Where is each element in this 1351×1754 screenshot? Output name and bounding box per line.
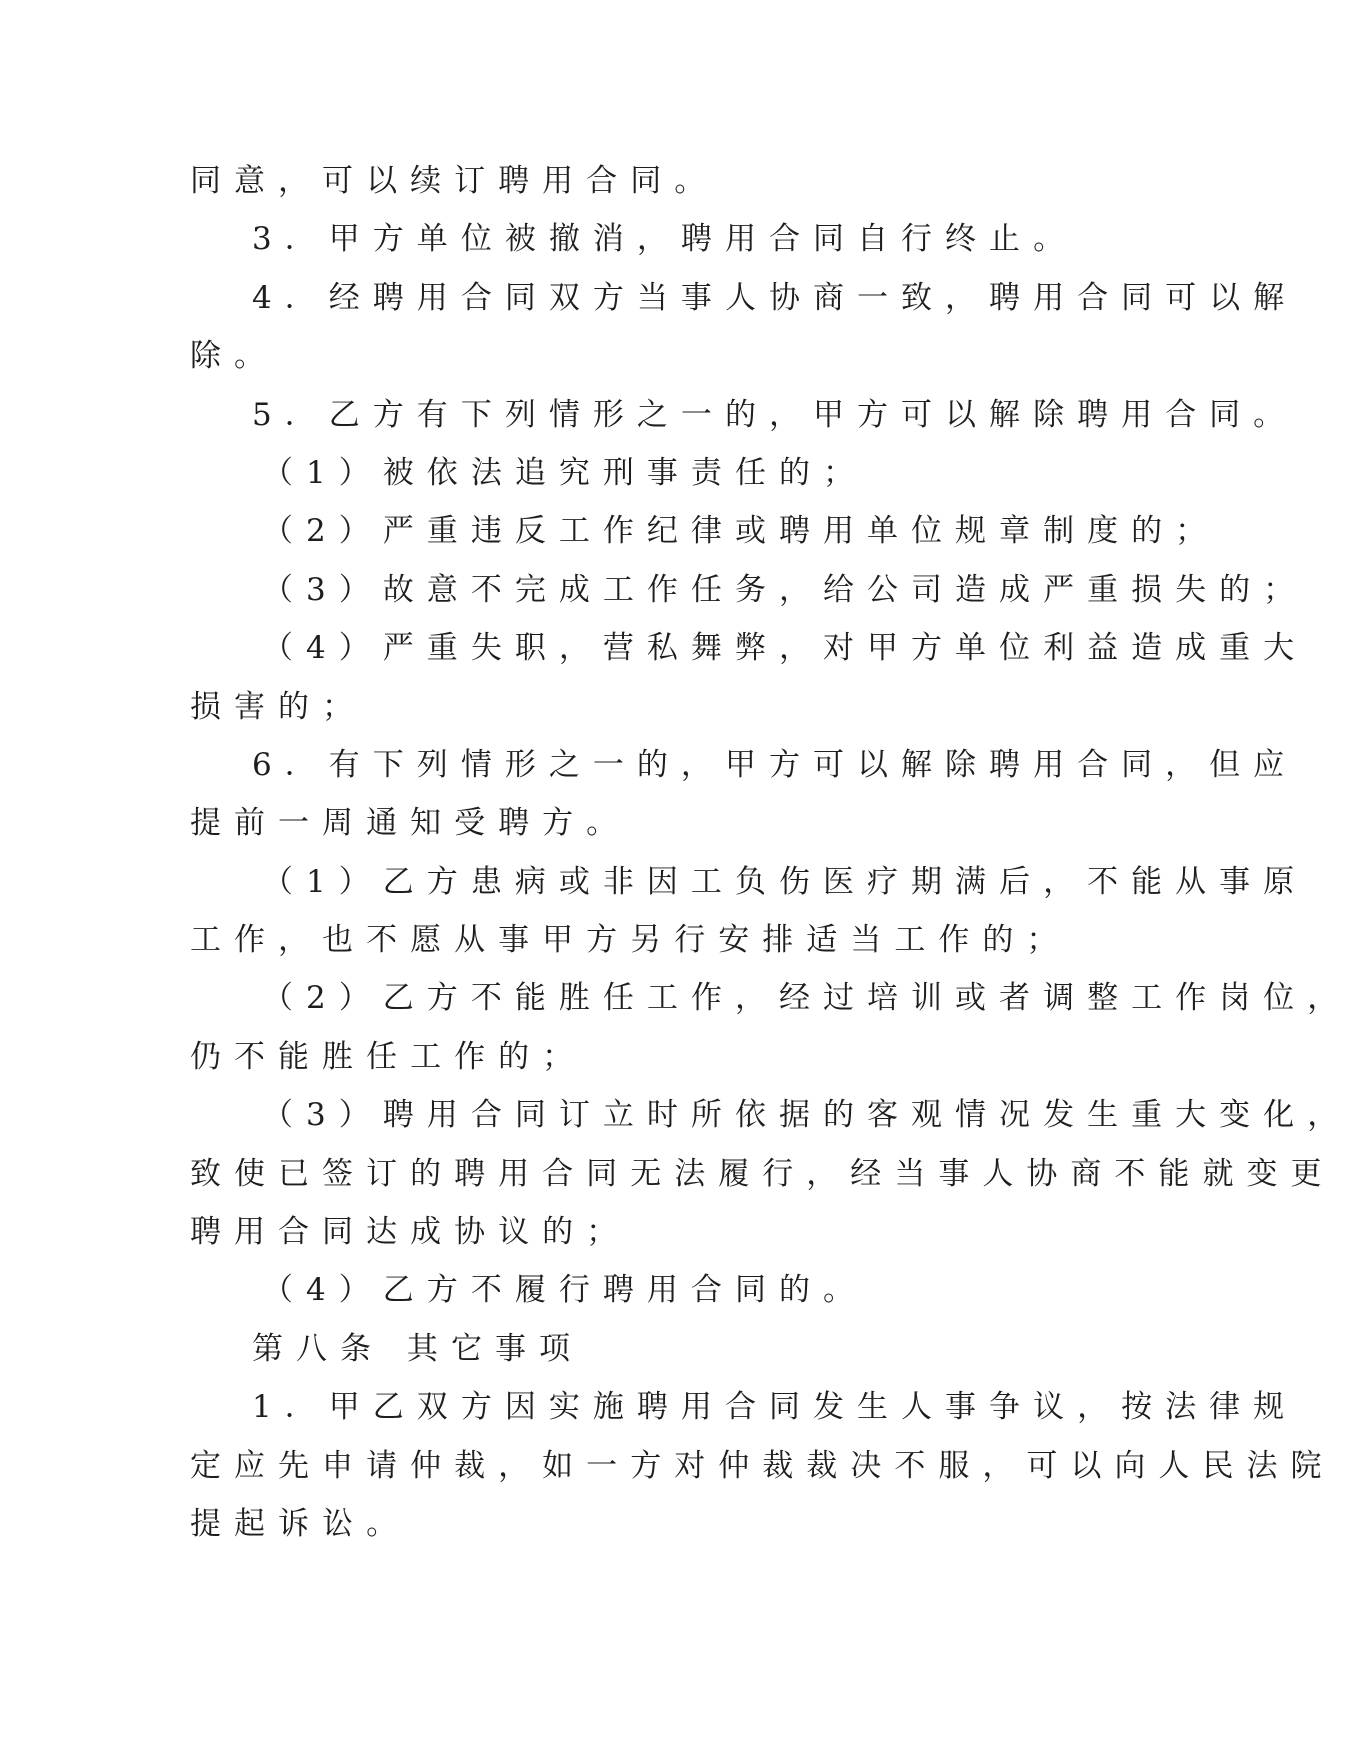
text-line: （1）乙方患病或非因工负伤医疗期满后，不能从事原 [262, 863, 1308, 900]
section-heading: 第八条 其它事项 [252, 1330, 584, 1367]
text-line: 1．甲乙双方因实施聘用合同发生人事争议，按法律规 [252, 1389, 1298, 1426]
text-line: 定应先申请仲裁，如一方对仲裁裁决不服，可以向人民法院 [190, 1447, 1335, 1484]
text-line: 致使已签订的聘用合同无法履行，经当事人协商不能就变更 [190, 1155, 1335, 1192]
text-line: 工作，也不愿从事甲方另行安排适当工作的； [190, 922, 1071, 959]
text-line: 提起诉讼。 [190, 1505, 411, 1542]
text-line: （2）严重违反工作纪律或聘用单位规章制度的； [262, 513, 1220, 550]
text-line: 仍不能胜任工作的； [190, 1038, 587, 1075]
text-line: 损害的； [190, 688, 367, 725]
text-line: 5．乙方有下列情形之一的，甲方可以解除聘用合同。 [252, 396, 1298, 433]
text-line: 4．经聘用合同双方当事人协商一致，聘用合同可以解 [252, 279, 1298, 316]
text-line: 6．有下列情形之一的，甲方可以解除聘用合同，但应 [252, 746, 1298, 783]
text-line: 同意，可以续订聘用合同。 [190, 163, 719, 199]
text-line: （1）被依法追究刑事责任的； [262, 454, 868, 491]
document-body [190, 152, 1351, 1553]
text-line: （3）故意不完成工作任务，给公司造成严重损失的； [262, 571, 1308, 608]
text-line: （2）乙方不能胜任工作，经过培训或者调整工作岗位， [262, 980, 1351, 1017]
text-line: 3．甲方单位被撤消，聘用合同自行终止。 [252, 221, 1078, 258]
text-line: （4）严重失职，营私舞弊，对甲方单位利益造成重大 [262, 630, 1308, 667]
text-line: 提前一周通知受聘方。 [190, 805, 631, 842]
text-line: （4）乙方不履行聘用合同的。 [262, 1272, 868, 1309]
text-line: 聘用合同达成协议的； [190, 1214, 631, 1251]
text-line: （3）聘用合同订立时所依据的客观情况发生重大变化， [262, 1097, 1351, 1134]
text-line: 除。 [190, 338, 279, 375]
